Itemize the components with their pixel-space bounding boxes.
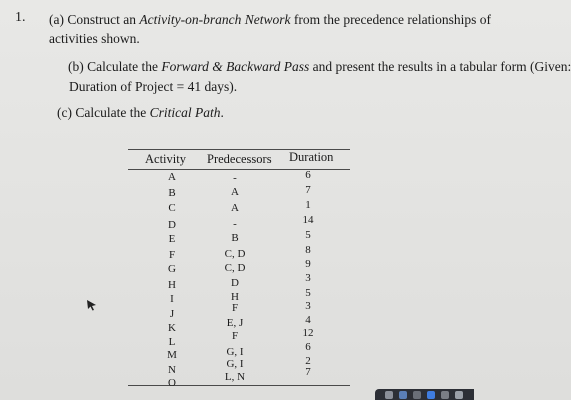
predecessor-cell: H bbox=[231, 291, 239, 303]
app-icon[interactable] bbox=[455, 391, 463, 399]
part-c-line: (c) Calculate the Critical Path. bbox=[57, 105, 224, 120]
activity-cell: A bbox=[168, 171, 176, 183]
duration-cell: 6 bbox=[305, 341, 311, 353]
predecessor-cell: G, I bbox=[226, 358, 244, 370]
activity-cell: B bbox=[168, 187, 176, 199]
header-duration: Duration bbox=[289, 150, 334, 164]
app-icon[interactable] bbox=[399, 391, 407, 399]
header-activity: Activity bbox=[145, 152, 186, 166]
predecessor-cell: F bbox=[231, 330, 239, 342]
predecessor-cell: L, N bbox=[224, 371, 246, 383]
taskbar-strip bbox=[375, 389, 474, 400]
part-b-line-2: Duration of Project = 41 days). bbox=[69, 79, 238, 94]
duration-cell: 6 bbox=[305, 169, 311, 181]
activity-cell: I bbox=[170, 293, 174, 305]
activity-cell: N bbox=[168, 364, 176, 376]
duration-cell: 8 bbox=[305, 244, 311, 256]
activity-cell: F bbox=[168, 249, 176, 261]
predecessor-cell: A bbox=[231, 186, 239, 198]
activity-cell: O bbox=[168, 377, 176, 389]
predecessor-cell: F bbox=[231, 302, 239, 314]
duration-cell: 1 bbox=[305, 199, 311, 211]
predecessor-cell: C, D bbox=[224, 262, 246, 274]
part-a-line-1: (a) Construct an Activity-on-branch Network from the precedence relationships of bbox=[49, 12, 491, 27]
predecessor-cell: A bbox=[231, 202, 239, 214]
predecessor-cell: E, J bbox=[226, 317, 244, 329]
part-b-line-1: (b) Calculate the Forward & Backward Pass and present the results in a tabular form (Given: bbox=[68, 59, 571, 74]
app-icon[interactable] bbox=[385, 391, 393, 399]
predecessor-cell: - bbox=[233, 172, 237, 184]
duration-cell: 7 bbox=[305, 366, 311, 378]
activity-cell: L bbox=[168, 336, 176, 348]
duration-cell: 3 bbox=[305, 300, 311, 312]
activity-cell: D bbox=[168, 219, 176, 231]
predecessor-cell: B bbox=[231, 232, 239, 244]
duration-cell: 12 bbox=[302, 327, 314, 339]
predecessor-cell: D bbox=[231, 277, 239, 289]
duration-cell: 5 bbox=[305, 287, 311, 299]
duration-cell: 7 bbox=[305, 184, 311, 196]
arrow-cursor-icon bbox=[86, 299, 98, 311]
activity-cell: G bbox=[168, 263, 176, 275]
predecessor-cell: C, D bbox=[224, 248, 246, 260]
duration-cell: 3 bbox=[305, 272, 311, 284]
header-predecessors: Predecessors bbox=[207, 152, 272, 166]
app-icon[interactable] bbox=[427, 391, 435, 399]
duration-cell: 9 bbox=[305, 258, 311, 270]
predecessor-cell: G, I bbox=[226, 346, 244, 358]
activity-cell: C bbox=[168, 202, 176, 214]
part-a-line-2: activities shown. bbox=[49, 31, 140, 46]
duration-cell: 5 bbox=[305, 229, 311, 241]
duration-cell: 4 bbox=[305, 314, 311, 326]
activity-cell: K bbox=[168, 322, 176, 334]
predecessor-cell: - bbox=[233, 218, 237, 230]
activity-cell: E bbox=[168, 233, 176, 245]
activity-cell: J bbox=[169, 308, 175, 320]
duration-cell: 14 bbox=[302, 214, 314, 226]
app-icon[interactable] bbox=[441, 391, 449, 399]
app-icon[interactable] bbox=[413, 391, 421, 399]
question-number: 1. bbox=[15, 10, 26, 25]
duration-cell: 2 bbox=[305, 355, 311, 367]
activity-cell: M bbox=[167, 349, 177, 361]
activity-cell: H bbox=[168, 279, 176, 291]
